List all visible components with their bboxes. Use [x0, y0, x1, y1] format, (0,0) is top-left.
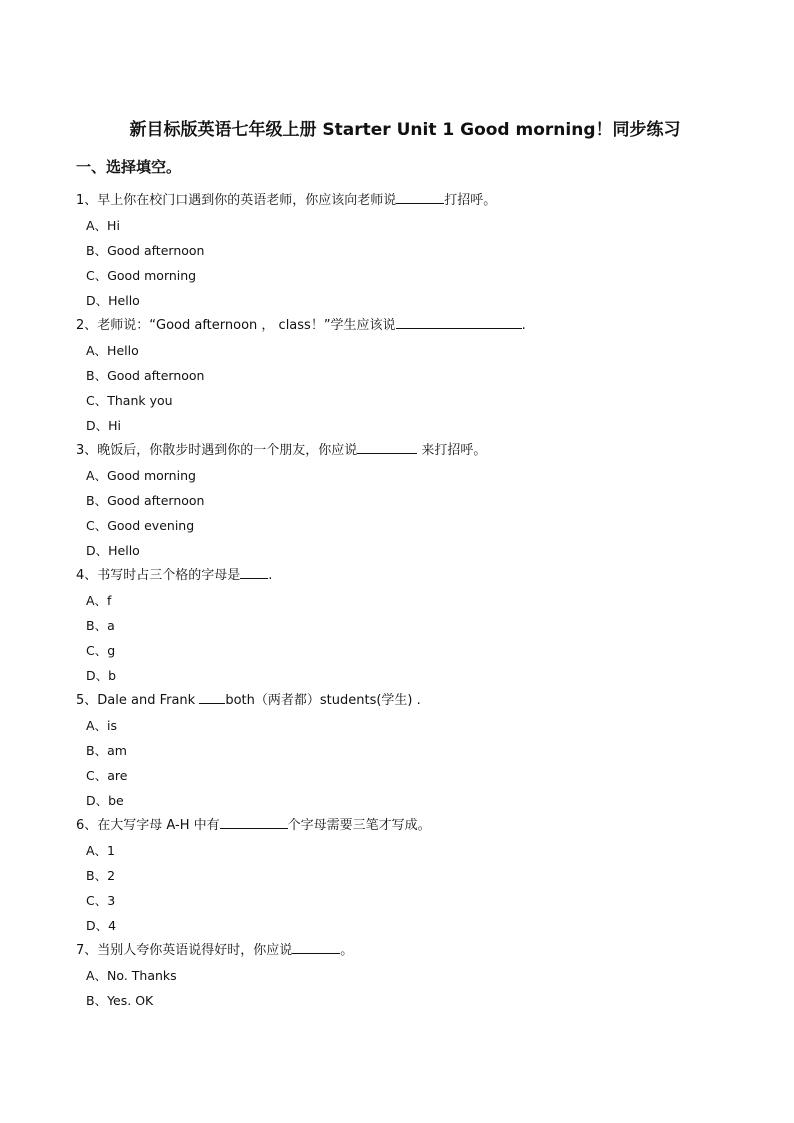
option-c: C、Good evening — [86, 518, 195, 533]
option-a: A、Hello — [86, 343, 139, 358]
stem-text: 7、当别人夸你英语说得好时，你应说 — [76, 943, 293, 958]
option-d: D、Hello — [86, 543, 140, 558]
page-title: 新目标版英语七年级上册 Starter Unit 1 Good morning！同步练习 — [129, 120, 681, 140]
option-d: D、Hi — [86, 418, 121, 433]
option-a: A、Hi — [86, 218, 120, 233]
answer-blank — [240, 564, 268, 579]
question-stem — [76, 313, 734, 338]
option-a: A、is — [86, 718, 118, 733]
option-b: B、Good afternoon — [86, 368, 205, 383]
option-b: B、a — [86, 618, 115, 633]
option-c: C、3 — [86, 893, 116, 908]
option-b: B、Good afternoon — [86, 493, 205, 508]
question-stem — [76, 188, 734, 213]
section-heading: 一、选择填空。 — [76, 158, 182, 176]
stem-text-after: 个字母需要三笔才写成。 — [287, 818, 431, 833]
question-2 — [76, 313, 734, 438]
question-3 — [76, 438, 734, 563]
stem-text: 3、晚饭后，你散步时遇到你的一个朋友，你应说 — [76, 443, 358, 458]
option-a: A、1 — [86, 843, 116, 858]
question-stem — [76, 938, 734, 963]
question-6 — [76, 813, 734, 938]
question-stem — [76, 563, 734, 588]
question-stem — [76, 688, 734, 713]
option-d: D、b — [86, 668, 117, 683]
answer-blank — [292, 939, 340, 954]
option-c: C、are — [86, 768, 128, 783]
option-c: C、Thank you — [86, 393, 173, 408]
option-c: C、g — [86, 643, 116, 658]
question-stem — [76, 438, 734, 463]
stem-text: 1、早上你在校门口遇到你的英语老师，你应该向老师说 — [76, 193, 397, 208]
option-c: C、Good morning — [86, 268, 197, 283]
answer-blank — [396, 314, 522, 329]
stem-text: 2、老师说：“Good afternoon ， class！”学生应该说 — [76, 318, 396, 333]
question-1 — [76, 188, 734, 313]
option-d: D、4 — [86, 918, 117, 933]
option-b: B、Yes. OK — [86, 993, 154, 1008]
answer-blank — [357, 439, 417, 454]
question-stem — [76, 813, 734, 838]
stem-text-after: . — [268, 568, 273, 583]
option-a: A、f — [86, 593, 112, 608]
stem-text-after: 打招呼。 — [444, 193, 497, 208]
option-a: A、No. Thanks — [86, 968, 177, 983]
stem-text: 4、书写时占三个格的字母是 — [76, 568, 241, 583]
stem-text-after: 。 — [340, 943, 354, 958]
question-5 — [76, 688, 734, 813]
answer-blank — [396, 189, 444, 204]
question-4 — [76, 563, 734, 688]
option-b: B、2 — [86, 868, 116, 883]
stem-text-after: 来打招呼。 — [417, 443, 487, 458]
option-b: B、am — [86, 743, 127, 758]
option-d: D、be — [86, 793, 124, 808]
option-a: A、Good morning — [86, 468, 196, 483]
stem-text-after: both（两者都）students(学生) . — [225, 693, 421, 708]
answer-blank — [220, 814, 288, 829]
stem-text: 5、Dale and Frank — [76, 693, 200, 708]
stem-text-after: . — [521, 318, 526, 333]
answer-blank — [199, 689, 225, 704]
option-b: B、Good afternoon — [86, 243, 205, 258]
question-7 — [76, 938, 734, 1013]
option-d: D、Hello — [86, 293, 140, 308]
stem-text: 6、在大写字母 A-H 中有 — [76, 818, 220, 833]
